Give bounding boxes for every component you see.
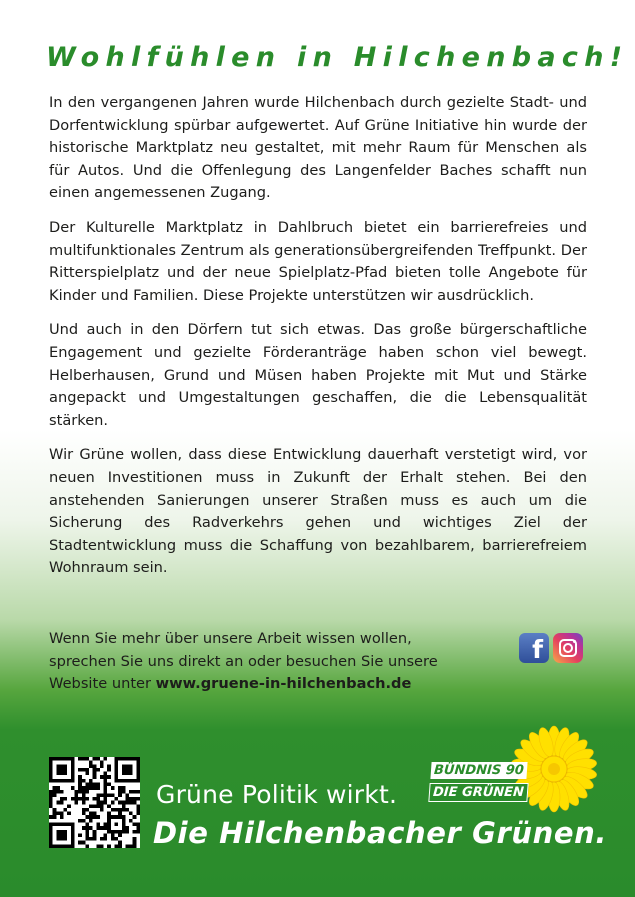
- contact-line-1: Wenn Sie mehr über unsere Arbeit wissen wollen,: [49, 630, 412, 647]
- social-icons: [519, 633, 583, 663]
- paragraph-1: In den vergangenen Jahren wurde Hilchenbach durch gezielte Stadt- und Dorfentwicklung spürbar aufgewertet. Auf Grüne Initiative hin wurde der historische Marktplatz neu gestaltet, mit mehr Raum für Menschen als für Autos. Und die Offenlegung des Langenfelder Baches schafft nun einen angemessenen Zugang.: [49, 94, 587, 202]
- contact-line-3-prefix: Website unter: [49, 675, 156, 693]
- contact-line-2: sprechen Sie uns direkt an oder besuchen Sie unsere: [49, 652, 438, 670]
- paragraph-3: Und auch in den Dörfern tut sich etwas. Das große bürgerschaftliche Engagement und gezielte Förderanträge haben schon viel bewegt. Helberhausen, Grund und Müsen haben Projekte mit Mut und Stärke angepackt und Umgestaltungen geschaffen, die die Lebensqualität stärken.: [49, 321, 587, 429]
- headline: Wohlfühlen in Hilchenbach!: [46, 42, 629, 73]
- logo-line-2: DIE GRÜNEN: [428, 783, 528, 802]
- slogan: Grüne Politik wirkt.: [156, 780, 398, 809]
- contact-line-3: [49, 673, 519, 696]
- logo-line-1: BÜNDNIS 90: [430, 762, 527, 779]
- org-name: Die Hilchenbacher Grünen.: [153, 816, 608, 850]
- qr-code: [49, 757, 140, 848]
- paragraph-2: Der Kulturelle Marktplatz in Dahlbruch bietet ein barrierefreies und multifunktionales Zentrum als generationsübergreifenden Treffpunkt. Der Ritterspielplatz und der neue Spielplatz-Pfad bieten tolle Angebote für Kinder und Familien. Diese Projekte unterstützen wir ausdrücklich.: [49, 218, 587, 304]
- website-link[interactable]: www.gruene-in-hilchenbach.de: [155, 675, 412, 693]
- facebook-icon[interactable]: f: [519, 633, 549, 663]
- party-logo: [431, 761, 541, 805]
- instagram-icon[interactable]: [553, 633, 583, 663]
- contact-info: [49, 628, 519, 696]
- paragraph-4: Wir Grüne wollen, dass diese Entwicklung dauerhaft verstetigt wird, vor neuen Investitionen muss in Zukunft der Erhalt stehen. Bei den anstehenden Sanierungen unserer Straßen muss es auch um die Sicherung des Radverkehrs gehen und wichtiges Ziel der Stadtentwicklung muss die Schaffung von bezahlbarem, barrierefreiem Wohnraum sein.: [49, 446, 587, 577]
- body-text: [49, 92, 587, 592]
